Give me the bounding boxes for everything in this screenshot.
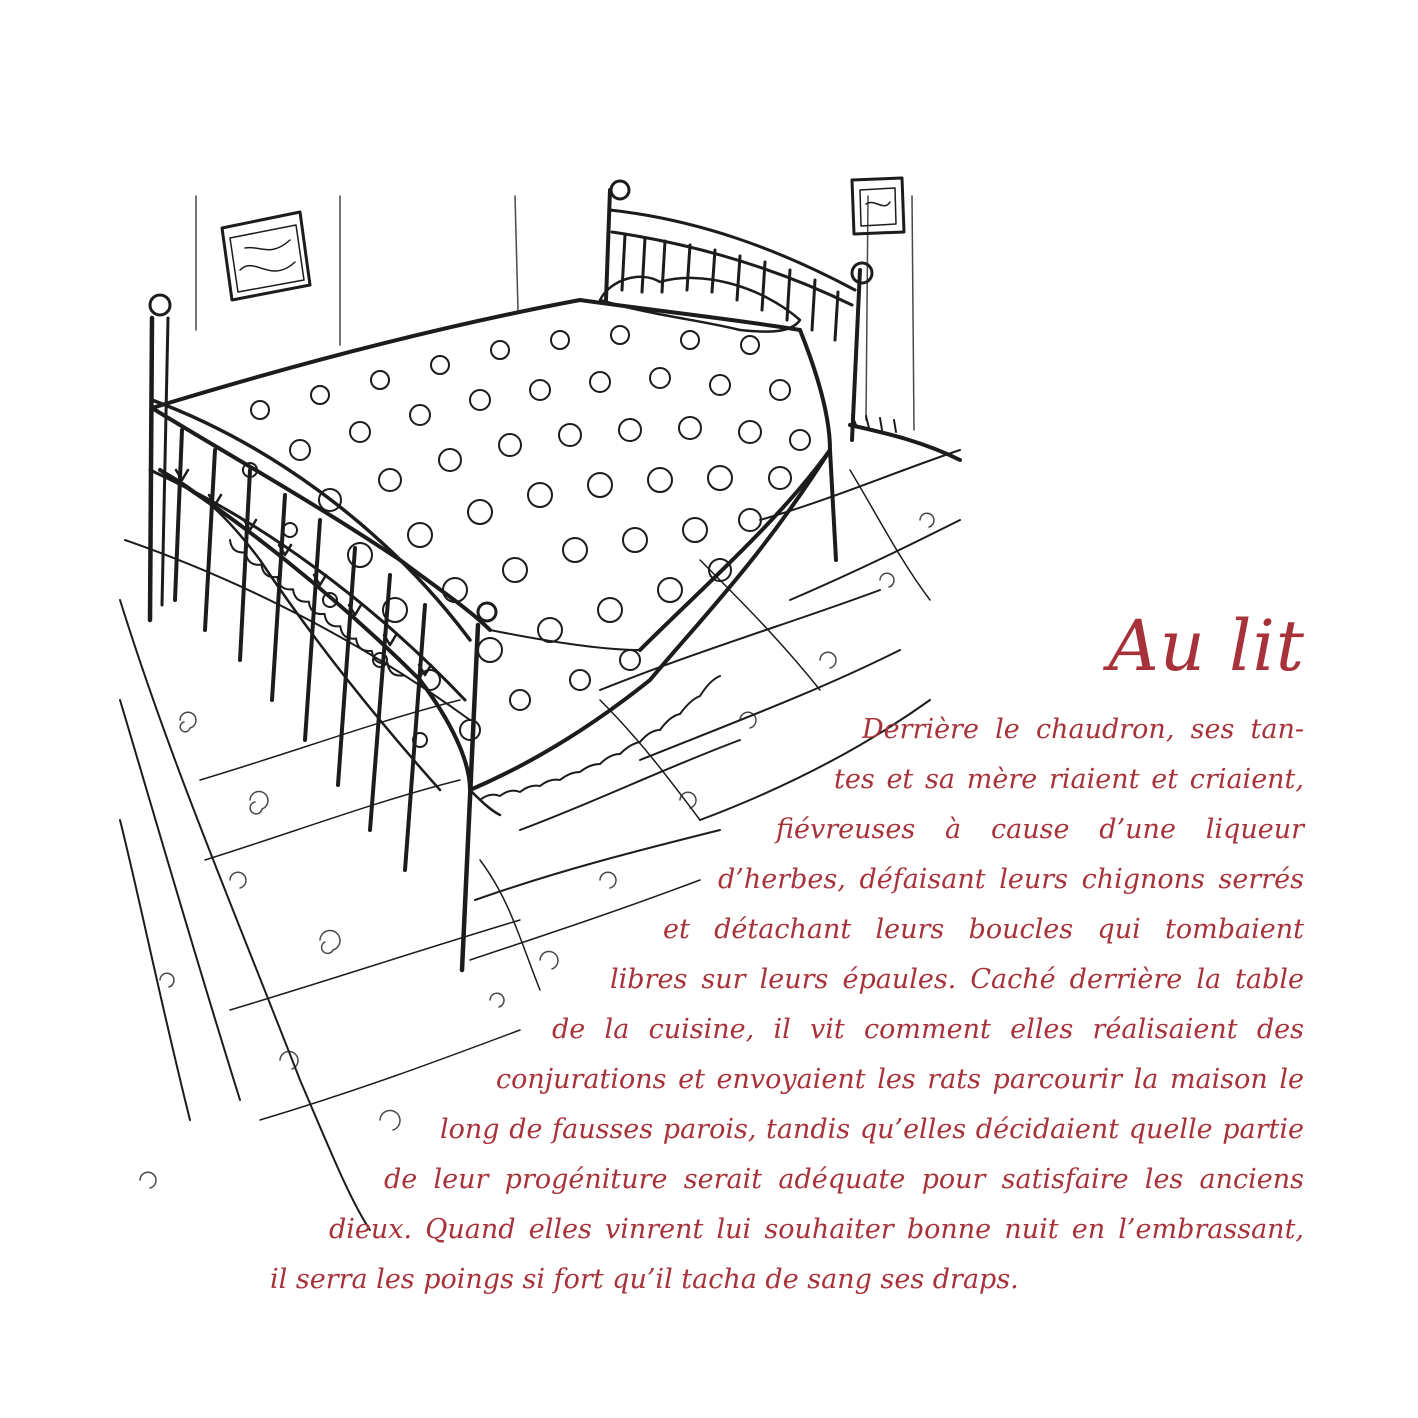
story-line: d’herbes, défaisant leurs chignons serrés — [718, 864, 1304, 895]
story-line: dieux. Quand elles vinrent lui souhaiter bonne nuit en l’embrassant, — [329, 1214, 1304, 1245]
story-line: il serra les poings si fort qu’il tacha de sang ses draps. — [270, 1264, 1019, 1295]
story-line: conjurations et envoyaient les rats parcourir la maison le — [496, 1064, 1304, 1095]
page-title: Au lit — [1108, 605, 1305, 687]
story-line: tes et sa mère riaient et criaient, — [834, 764, 1304, 795]
story-line: Derrière le chaudron, ses tan- — [862, 714, 1304, 745]
bedspread — [152, 300, 830, 815]
story-line: et détachant leurs boucles qui tombaient — [663, 914, 1304, 945]
story-line: long de fausses parois, tandis qu’elles décidaient quelle partie — [440, 1114, 1304, 1145]
picture-frame-left-icon — [222, 212, 310, 300]
story-line: libres sur leurs épaules. Caché derrière la table — [610, 964, 1304, 995]
picture-frame-right-icon — [852, 178, 904, 234]
story-line: de leur progéniture serait adéquate pour satisfaire les anciens — [384, 1164, 1304, 1195]
bedspread-pattern — [243, 326, 810, 747]
story-line: fiévreuses à cause d’une liqueur — [776, 814, 1304, 845]
story-line: de la cuisine, il vit comment elles réalisaient des — [552, 1014, 1304, 1045]
